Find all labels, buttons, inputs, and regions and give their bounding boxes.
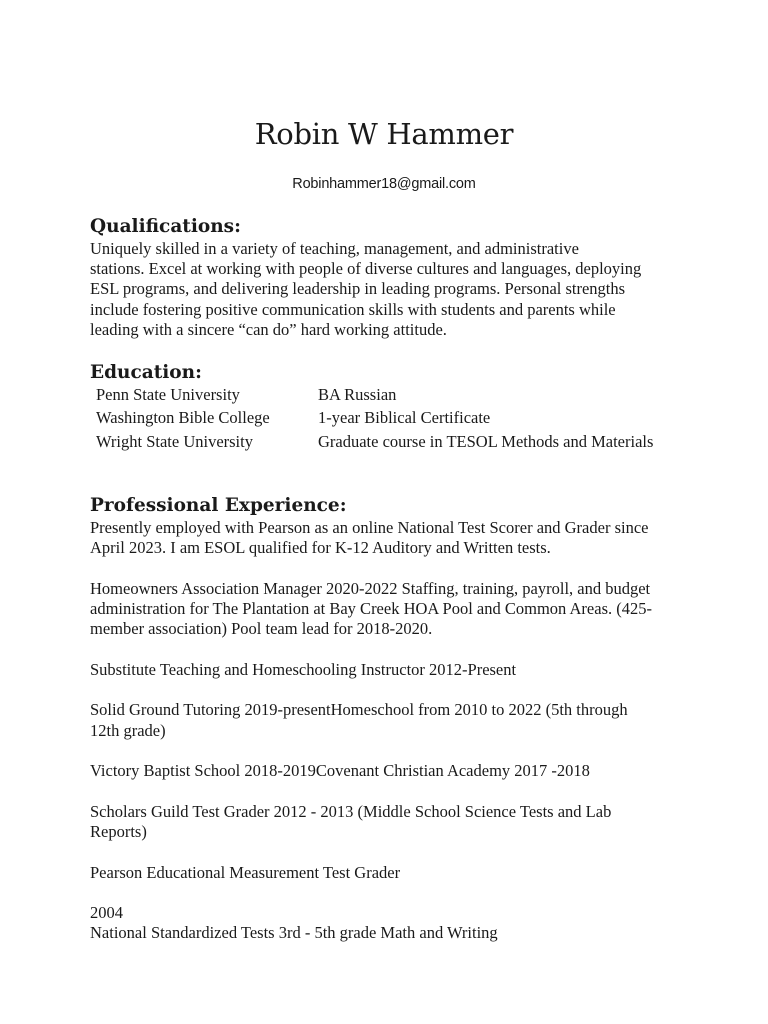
experience-line: National Standardized Tests 3rd - 5th grade Math and Writing: [90, 923, 498, 943]
experience-line: Scholars Guild Test Grader 2012 - 2013 (Middle School Science Tests and Lab: [90, 801, 612, 821]
experience-line: Victory Baptist School 2018-2019Covenant Christian Academy 2017 -2018: [90, 761, 590, 781]
experience-heading: Professional Experience:: [90, 495, 347, 516]
experience-line: Substitute Teaching and Homeschooling Instructor 2012-Present: [90, 659, 517, 679]
qualifications-line: include fostering positive communication skills with students and parents while: [90, 299, 616, 319]
education-section: [90, 361, 690, 455]
qualifications-line: leading with a sincere “can do” hard working attitude.: [90, 319, 447, 339]
experience-entry: [90, 903, 690, 943]
email-address: Robinhammer18@gmail.com: [292, 176, 476, 192]
experience-entry: [90, 660, 690, 680]
degree-detail: 1-year Biblical Certificate: [318, 408, 491, 428]
school-name: Washington Bible College: [96, 408, 270, 428]
education-row: [96, 432, 653, 455]
experience-entry: [90, 579, 690, 640]
experience-line: 12th grade): [90, 720, 166, 740]
qualifications-heading: Qualifications:: [90, 216, 241, 237]
experience-entry: [90, 802, 690, 842]
experience-line: Reports): [90, 821, 147, 841]
experience-entry: [90, 700, 690, 740]
experience-entry: [90, 863, 690, 883]
qualifications-text: [90, 239, 690, 340]
school-name: Penn State University: [96, 385, 240, 404]
qualifications-line: ESL programs, and delivering leadership in leading programs. Personal strengths: [90, 279, 626, 299]
experience-entry: [90, 518, 690, 558]
degree-detail: BA Russian: [318, 385, 397, 404]
school-name: Wright State University: [96, 431, 253, 451]
candidate-name: Robin W Hammer: [254, 117, 514, 151]
qualifications-line: stations. Excel at working with people of diverse cultures and languages, deploying: [90, 259, 642, 279]
education-heading: Education:: [90, 362, 202, 383]
degree-detail: Graduate course in TESOL Methods and Materials: [318, 431, 654, 451]
education-table: [96, 385, 653, 455]
qualifications-section: [90, 215, 690, 340]
experience-line: Solid Ground Tutoring 2019-presentHomeschool from 2010 to 2022 (5th through: [90, 700, 628, 720]
experience-section: [90, 494, 690, 964]
qualifications-line: Uniquely skilled in a variety of teaching, management, and administrative: [90, 239, 579, 258]
experience-line: Pearson Educational Measurement Test Grader: [90, 862, 401, 882]
experience-entry: [90, 761, 690, 781]
education-row: [96, 408, 653, 431]
experience-line: 2004: [90, 903, 123, 923]
experience-line: member association) Pool team lead for 2018-2020.: [90, 619, 433, 639]
experience-line: April 2023. I am ESOL qualified for K-12 Auditory and Written tests.: [90, 538, 551, 558]
experience-line: administration for The Plantation at Bay Creek HOA Pool and Common Areas. (425-: [90, 599, 652, 618]
experience-line: Homeowners Association Manager 2020-2022 Staffing, training, payroll, and budget: [90, 578, 651, 598]
education-row: [96, 385, 653, 408]
experience-line: Presently employed with Pearson as an online National Test Scorer and Grader since: [90, 518, 649, 537]
